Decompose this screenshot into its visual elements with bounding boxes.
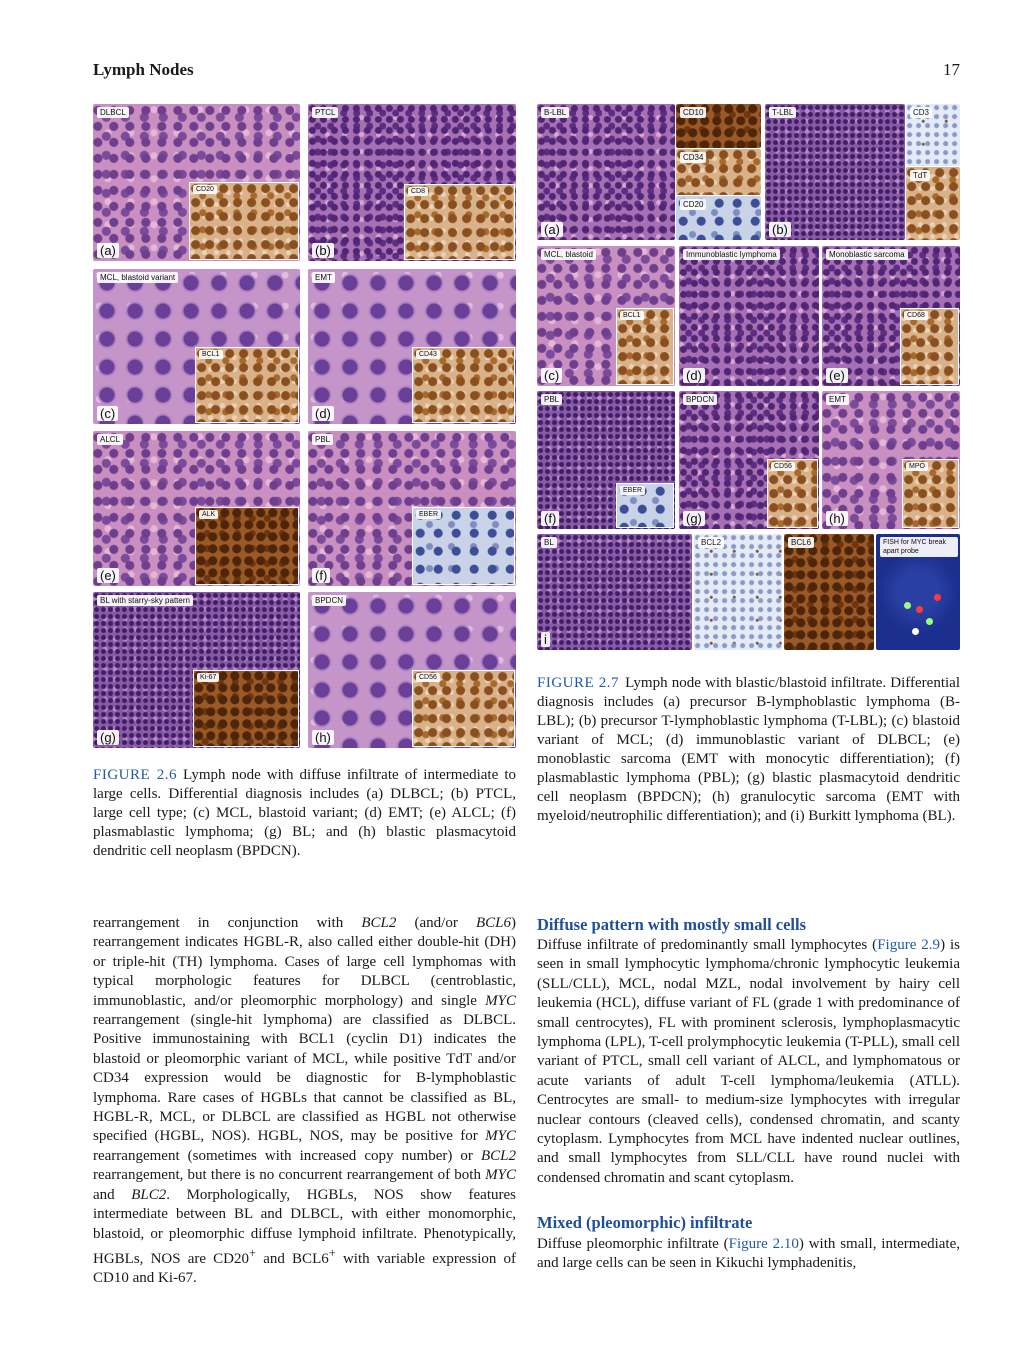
panel-label: BPDCN bbox=[312, 595, 346, 606]
panel-letter: (f) bbox=[541, 511, 559, 526]
inset-image bbox=[412, 347, 515, 423]
panel-label: EMT bbox=[312, 272, 335, 283]
inset-label: CD68 bbox=[904, 311, 928, 320]
right-column-paragraph-2 bbox=[537, 1235, 960, 1274]
panel-letter: (b) bbox=[312, 243, 334, 258]
text-run: with variable expression of CD10 and Ki-67. bbox=[93, 1250, 517, 1287]
inset-label: Ki-67 bbox=[197, 673, 219, 682]
strip-label: BCL6 bbox=[788, 537, 814, 548]
inset-label: CD43 bbox=[416, 350, 440, 359]
text-run: rearrangement (single-hit lymphoma) are classified as DLBCL. Positive immunostaining with BCL1 (cyclin D1) indicates the blastoid or pleomorphic variant of MCL, while positive TdT and/or CD34 expression would be diagnostic for B-lymphoblastic lymphoma. Rare cases of HGBLs that cannot be classified as BL, HGBL-R, MCL, or DLBCL are classified as HGBL not otherwise specified (HGBL, NOS). HGBL, NOS, may be positive for bbox=[93, 1012, 516, 1145]
gene-name: BCL2 bbox=[361, 915, 397, 931]
right-column-paragraph-1 bbox=[537, 936, 960, 1188]
fish-red-signal bbox=[934, 594, 941, 601]
figure-2-7-panel-g bbox=[679, 391, 819, 529]
panel-label: PBL bbox=[312, 434, 333, 445]
left-column-paragraph bbox=[93, 914, 516, 1289]
figure-2-6-panel-b bbox=[308, 104, 516, 261]
panel-letter: (h) bbox=[826, 511, 848, 526]
panel-label: PBL bbox=[541, 394, 562, 405]
figure-2-7-panel-f bbox=[537, 391, 675, 529]
figure-2-10-link[interactable]: Figure 2.10 bbox=[728, 1236, 799, 1252]
gene-name: MYC bbox=[485, 1167, 517, 1184]
fish-green-signal bbox=[912, 628, 919, 635]
text-run: ) rearrangement indicates HGBL-R, also called either double-hit (DH) or triple-hit (TH) lymphoma. Cases of large cell lymphomas with typical morphologic features for DLBCL (centroblastic, immunoblastic, and/or pleomorphic morphology) and single bbox=[93, 915, 517, 1009]
text-run: rearrangement, but there is no concurrent rearrangement of both bbox=[93, 1167, 481, 1184]
running-head: Lymph Nodes bbox=[93, 60, 194, 79]
figure-2-6-caption bbox=[93, 766, 516, 861]
panel-label: Immunoblastic lymphoma bbox=[683, 249, 780, 260]
figure-2-7-inset-cd3 bbox=[906, 104, 960, 166]
gene-name: MYC bbox=[485, 992, 516, 1009]
inset-image bbox=[767, 459, 818, 528]
panel-letter: (a) bbox=[97, 243, 119, 258]
panel-letter: (g) bbox=[683, 511, 705, 526]
inset-label: CD8 bbox=[408, 187, 428, 196]
inset-label: CD10 bbox=[680, 107, 706, 118]
panel-letter: i bbox=[541, 632, 550, 647]
inset-label: CD56 bbox=[771, 462, 795, 471]
text-run: Diffuse pleomorphic infiltrate ( bbox=[537, 1236, 729, 1252]
figure-2-7-caption bbox=[537, 674, 960, 826]
figure-2-6-panel-g bbox=[93, 592, 300, 748]
page-number: 17 bbox=[943, 60, 960, 79]
inset-label: CD34 bbox=[680, 152, 706, 163]
panel-label: BPDCN bbox=[683, 394, 717, 405]
text-run: rearrangement in conjunction with bbox=[93, 915, 344, 931]
panel-label: MCL, blastoid variant bbox=[97, 272, 178, 283]
panel-letter: (e) bbox=[826, 368, 848, 383]
inset-image bbox=[189, 182, 299, 260]
fish-red-signal bbox=[916, 606, 923, 613]
section-heading-small-cells: Diffuse pattern with mostly small cells bbox=[537, 915, 807, 934]
fish-green-signal bbox=[926, 618, 933, 625]
inset-label: CD56 bbox=[416, 673, 440, 682]
inset-label: EBER bbox=[620, 486, 645, 495]
panel-letter: (c) bbox=[541, 368, 562, 383]
text-run: ) is seen in small lymphocytic lymphoma/chronic lymphocytic leukemia (SLL/CLL), MCL, nodal MZL, nodal involvement by hairy cell leukemia (HCL), diffuse variant of FL (grade 1 with predominance of small centrocytes), FL with prominent sclerosis, lymphoplasmacytic lymphoma (LPL), T-cell prolymphocytic leukemia (T-PLL), small cell variant of PTCL, small cell variant of ALCL, and lymphomatous or acute variants of adult T-cell lymphoma/leukemia (ATLL). Centrocytes are small- to medium-size lymphocytes with irregular nuclear contours (cleaved cells), condensed chromatin, and scanty cytoplasm. Lymphocytes from MCL have indented nuclear outlines, and small lymphocytes from SLL/CLL have round nuclei with condensed chromatin and scant cytoplasm. bbox=[537, 937, 961, 1186]
figure-2-6-panel-h bbox=[308, 592, 516, 748]
panel-letter: (d) bbox=[312, 406, 334, 421]
figure-label: FIGURE 2.7 bbox=[537, 675, 620, 691]
caption-text: Lymph node with blastic/blastoid infiltrate. Differential diagnosis includes (a) precursor B-lymphoblastic lymphoma (B-LBL); (b) precursor T-lymphoblastic lymphoma (T-LBL); (c) blastoid variant of MCL; (d) immunoblastic variant of DLBCL; (e) monoblastic sarcoma (EMT with monocytic differentiation); (f) plasmablastic lymphoma (PBL); (g) blastic plasmacytoid dendritic cell neoplasm (BPDCN); (h) granulocytic sarcoma (EMT with myeloid/neutrophilic differentiation); and (i) Burkitt lymphoma (BL). bbox=[537, 675, 960, 824]
figure-2-6-panel-d bbox=[308, 269, 516, 424]
figure-2-7-panel-a bbox=[537, 104, 675, 240]
inset-image bbox=[616, 308, 674, 385]
panel-letter: (g) bbox=[97, 730, 119, 745]
panel-letter: (e) bbox=[97, 568, 119, 583]
panel-label: B-LBL bbox=[541, 107, 569, 118]
figure-label: FIGURE 2.6 bbox=[93, 767, 177, 783]
superscript: + bbox=[328, 1245, 336, 1260]
figure-2-6-panel-e bbox=[93, 431, 300, 586]
panel-label: Monoblastic sarcoma bbox=[826, 249, 908, 260]
fish-green-signal bbox=[904, 602, 911, 609]
figure-2-6-panel-c bbox=[93, 269, 300, 424]
strip-label: BCL2 bbox=[698, 537, 724, 548]
figure-2-7-panel-h bbox=[822, 391, 960, 529]
section-heading-mixed-infiltrate: Mixed (pleomorphic) infiltrate bbox=[537, 1213, 753, 1232]
inset-label: BCL1 bbox=[620, 311, 644, 320]
figure-2-7-panel-d bbox=[679, 246, 819, 386]
inset-image bbox=[412, 670, 515, 747]
inset-image bbox=[193, 670, 299, 747]
inset-image bbox=[412, 507, 515, 585]
inset-label: CD20 bbox=[680, 199, 706, 210]
inset-image bbox=[616, 483, 674, 528]
text-run: and bbox=[93, 1186, 115, 1203]
inset-label: BCL1 bbox=[199, 350, 223, 359]
panel-label: DLBCL bbox=[97, 107, 129, 118]
figure-2-9-link[interactable]: Figure 2.9 bbox=[877, 937, 941, 953]
inset-label: ALK bbox=[199, 510, 218, 519]
strip-label: FISH for MYC break apart probe bbox=[880, 537, 958, 557]
inset-label: EBER bbox=[416, 510, 441, 519]
figure-2-7-strip-bcl6 bbox=[784, 534, 874, 650]
figure-2-7-panel-c bbox=[537, 246, 675, 386]
caption-text: Lymph node with diffuse infiltrate of intermediate to large cells. Differential diagnosis includes (a) DLBCL; (b) PTCL, large cell type; (c) MCL, blastoid variant; (d) EMT; (e) ALCL; (f) plasmablastic lymphoma; (g) BL; and (h) blastic plasmacytoid dendritic cell neoplasm (BPDCN). bbox=[93, 767, 516, 859]
gene-name: BLC2 bbox=[131, 1186, 167, 1203]
text-run: rearrangement (sometimes with increased copy number) or bbox=[93, 1147, 473, 1164]
gene-name: MYC bbox=[485, 1128, 516, 1145]
gene-name: BCL6 bbox=[476, 915, 512, 931]
superscript: + bbox=[249, 1245, 257, 1260]
panel-label: T-LBL bbox=[769, 107, 796, 118]
inset-image bbox=[404, 184, 515, 260]
figure-2-6-panel-a bbox=[93, 104, 300, 261]
panel-label: ALCL bbox=[97, 434, 123, 445]
figure-2-7-inset-cd34 bbox=[676, 149, 761, 195]
panel-label: MCL, blastoid bbox=[541, 249, 596, 260]
panel-letter: (d) bbox=[683, 368, 705, 383]
text-run: . Morphologically, HGBLs, NOS show features intermediate between BL and DLBCL, with either monomorphic, blastoid, or pleomorphic diffuse lymphoid infiltrate. Phenotypically, HGBLs, NOS are CD20 bbox=[93, 1186, 517, 1267]
panel-letter: (h) bbox=[312, 730, 334, 745]
inset-label: CD3 bbox=[910, 107, 932, 118]
panel-label: EMT bbox=[826, 394, 849, 405]
figure-2-7-panel-b bbox=[765, 104, 905, 240]
figure-2-7-panel-e bbox=[822, 246, 960, 386]
panel-letter: (b) bbox=[769, 222, 791, 237]
panel-letter: (a) bbox=[541, 222, 563, 237]
text-run: ) with small, intermediate, and large cells can be seen in Kikuchi lymphadenitis, bbox=[537, 1236, 961, 1272]
text-run: Diffuse infiltrate of predominantly small lymphocytes ( bbox=[537, 937, 878, 953]
figure-2-7-panel-i bbox=[537, 534, 692, 650]
panel-letter: (c) bbox=[97, 406, 118, 421]
figure-2-7-inset-cd20 bbox=[676, 196, 761, 240]
text-run: (and/or bbox=[414, 915, 458, 931]
panel-label: BL with starry-sky pattern bbox=[97, 595, 193, 606]
figure-2-7-fish bbox=[876, 534, 960, 650]
panel-label: PTCL bbox=[312, 107, 338, 118]
panel-letter: (f) bbox=[312, 568, 330, 583]
inset-label: CD20 bbox=[193, 185, 217, 194]
inset-label: MPO bbox=[906, 462, 928, 471]
gene-name: BCL2 bbox=[481, 1147, 517, 1164]
figure-2-7-inset-tdt bbox=[906, 167, 960, 240]
inset-label: TdT bbox=[910, 170, 930, 181]
panel-label: BL bbox=[541, 537, 557, 548]
inset-image bbox=[900, 308, 959, 385]
figure-2-7-strip-bcl2 bbox=[694, 534, 782, 650]
inset-image bbox=[195, 347, 299, 423]
figure-2-7-inset-cd10 bbox=[676, 104, 761, 148]
figure-2-6-panel-f bbox=[308, 431, 516, 586]
text-run: and BCL6 bbox=[263, 1250, 329, 1267]
inset-image bbox=[195, 507, 299, 585]
inset-image bbox=[902, 459, 959, 528]
